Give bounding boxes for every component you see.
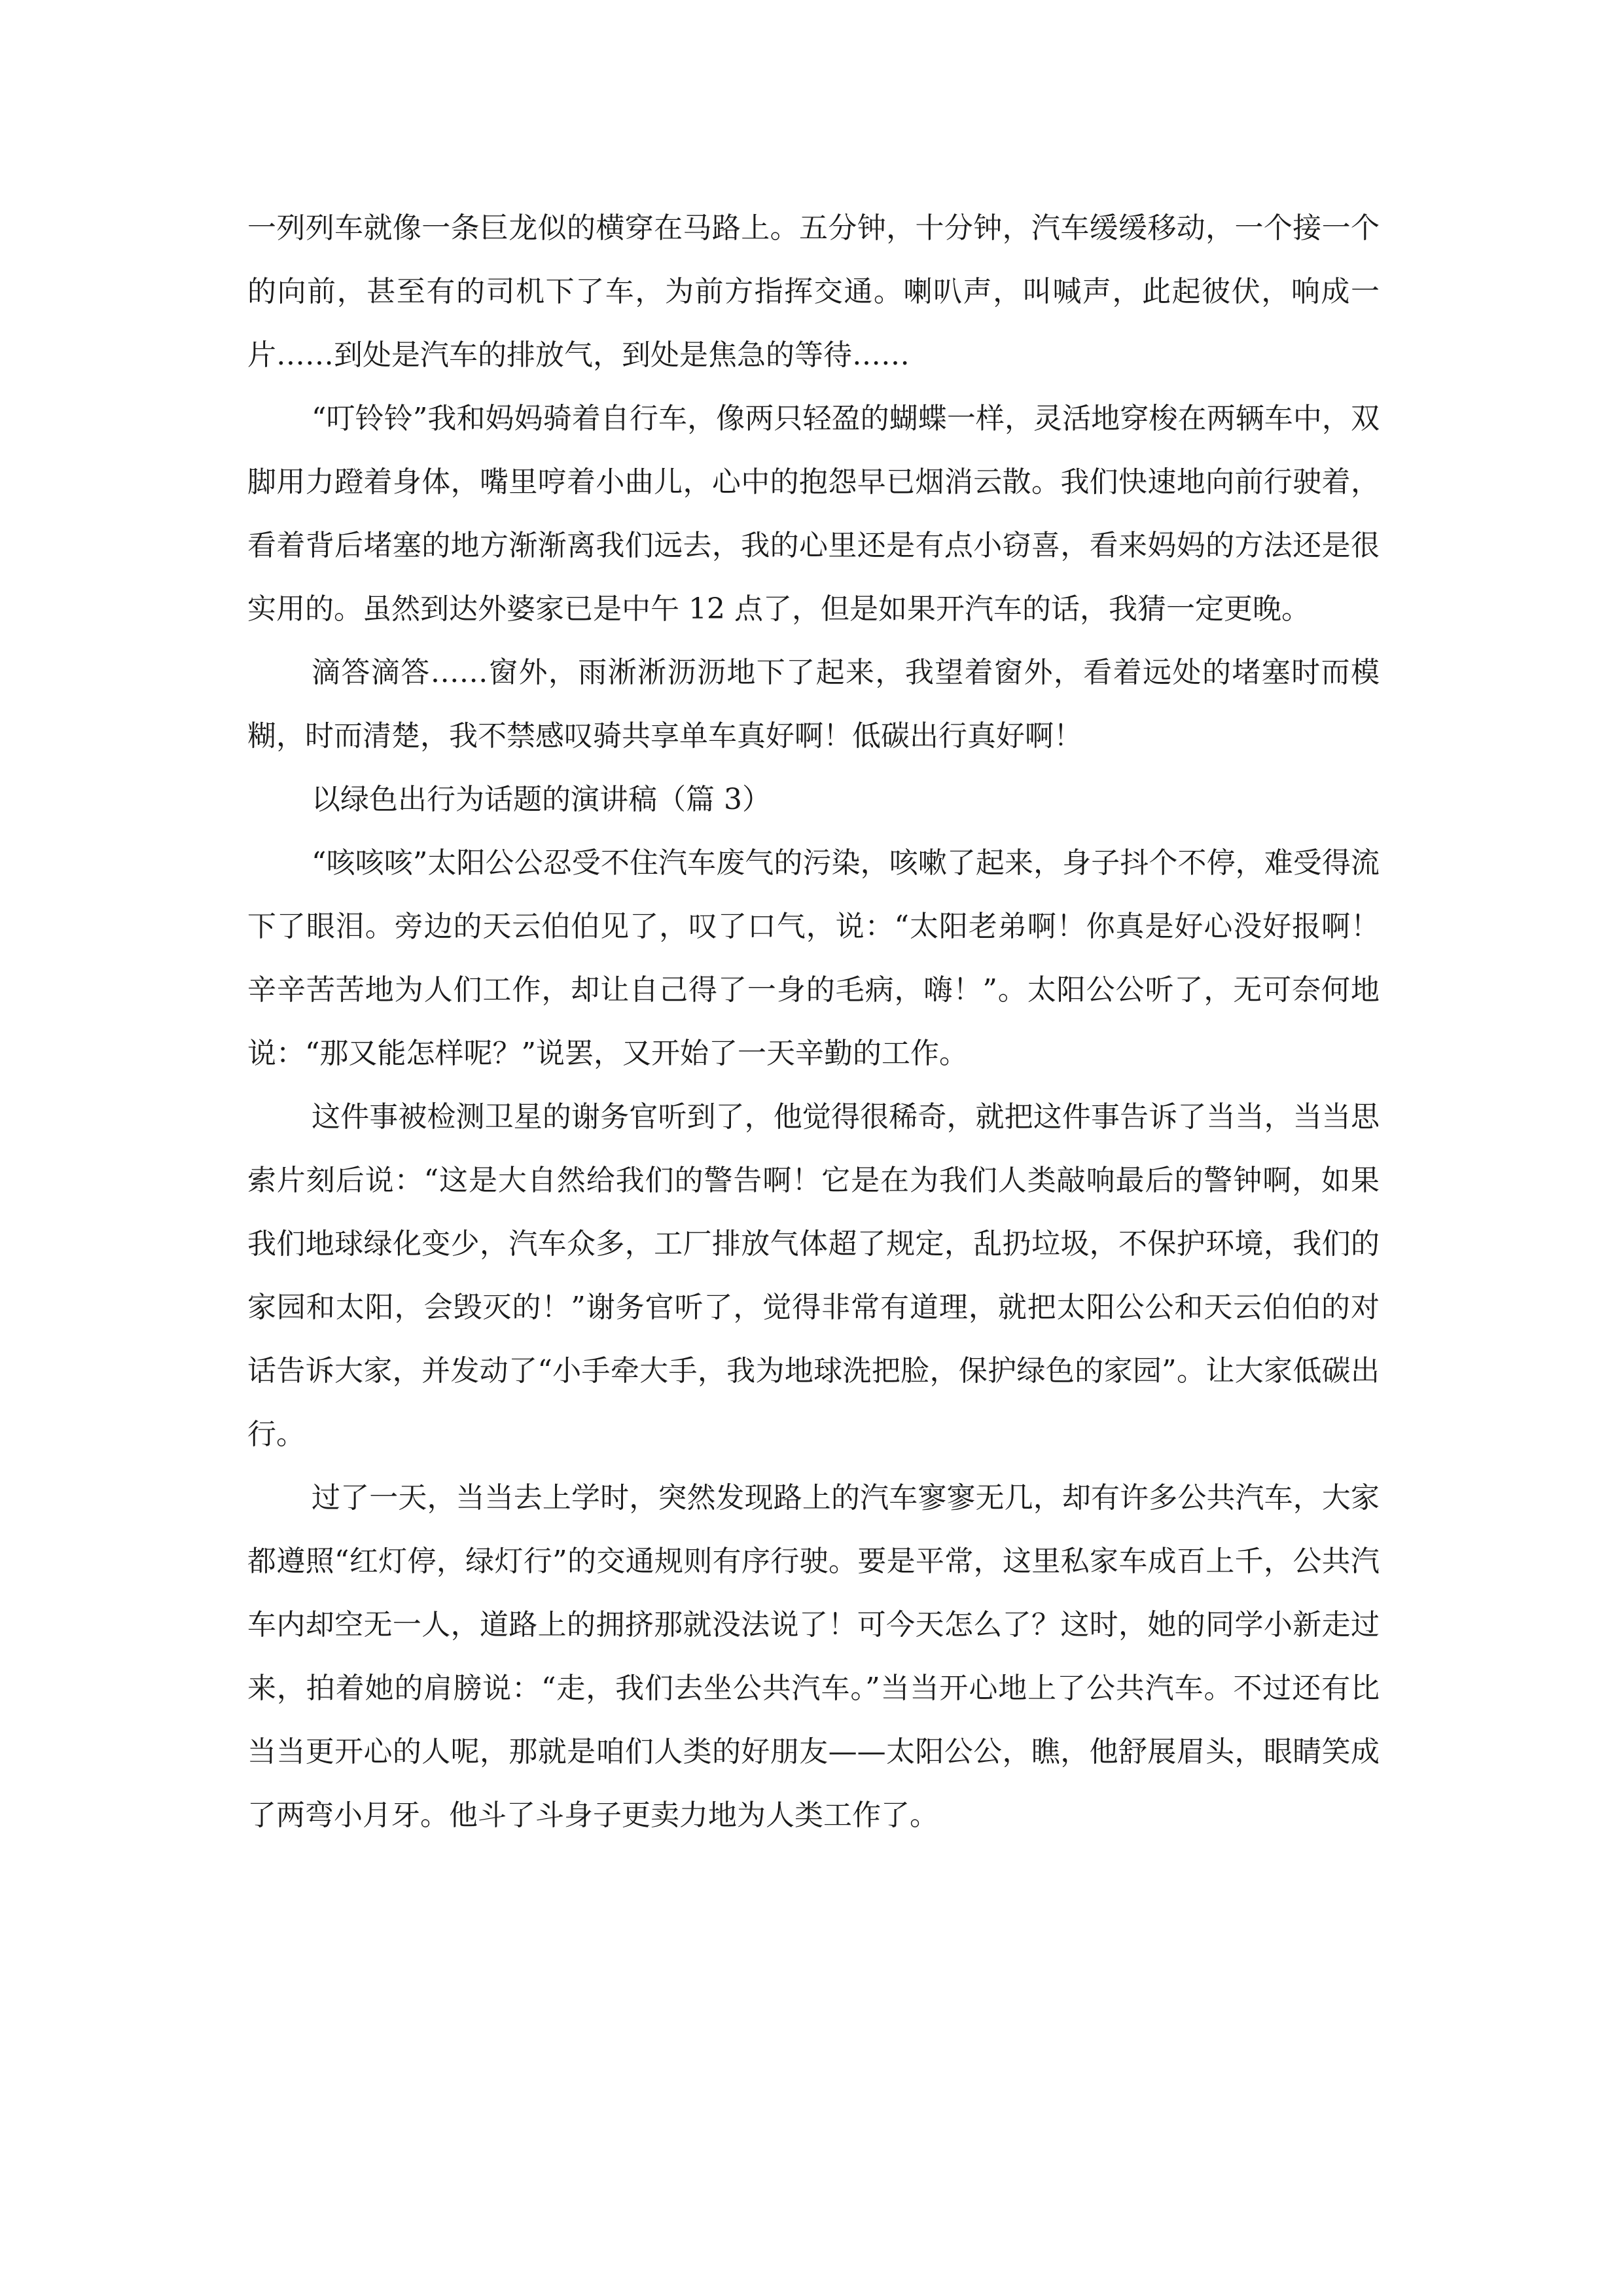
paragraph-bicycle-ride: “叮铃铃”我和妈妈骑着自行车，像两只轻盈的蝴蝶一样，灵活地穿梭在两辆车中，双脚用力蹬着身体，嘴里哼着小曲儿，心中的抱怨早已烟消云散。我们快速地向前行驶着，看着背后堵塞的地方渐渐离我们远去，我的心里还是有点小窃喜，看来妈妈的方法还是很实用的。虽然到达外婆家已是中午 12 点了，但是如果开汽车的话，我猜一定更晚。	[247, 402, 1380, 626]
section-heading: 以绿色出行为话题的演讲稿（篇 3）	[312, 783, 771, 816]
paragraph-satellite-warning: 这件事被检测卫星的谢务官听到了，他觉得很稀奇，就把这件事告诉了当当，当当思索片刻后说：“这是大自然给我们的警告啊！它是在为我们人类敲响最后的警钟啊，如果我们地球绿化变少，汽车众多，工厂排放气体超了规定，乱扔垃圾，不保护环境，我们的家园和太阳，会毁灭的！”谢务官听了，觉得非常有道理，就把太阳公公和天云伯伯的对话告诉大家，并发动了“小手牵大手，我为地球洗把脸，保护绿色的家园”。让大家低碳出行。	[247, 1100, 1380, 1451]
paragraph-sun-cough: “咳咳咳”太阳公公忍受不住汽车废气的污染，咳嗽了起来，身子抖个不停，难受得流下了眼泪。旁边的天云伯伯见了，叹了口气，说：“太阳老弟啊！你真是好心没好报啊！辛辛苦苦地为人们工作，却让自己得了一身的毛病，嗨！”。太阳公公听了，无可奈何地说：“那又能怎样呢？”说罢，又开始了一天辛勤的工作。	[247, 846, 1380, 1070]
document-body	[247, 196, 1380, 1847]
paragraph-public-bus: 过了一天，当当去上学时，突然发现路上的汽车寥寥无几，却有许多公共汽车，大家都遵照“红灯停，绿灯行”的交通规则有序行驶。要是平常，这里私家车成百上千，公共汽车内却空无一人，道路上的拥挤那就没法说了！可今天怎么了？这时，她的同学小新走过来，拍着她的肩膀说：“走，我们去坐公共汽车。”当当开心地上了公共汽车。不过还有比当当更开心的人呢，那就是咱们人类的好朋友——太阳公公，瞧，他舒展眉头，眼睛笑成了两弯小月牙。他斗了斗身子更卖力地为人类工作了。	[247, 1481, 1380, 1832]
paragraph-rain: 滴答滴答……窗外，雨淅淅沥沥地下了起来，我望着窗外，看着远处的堵塞时而模糊，时而清楚，我不禁感叹骑共享单车真好啊！低碳出行真好啊！	[247, 656, 1380, 753]
paragraph-traffic-jam: 一列列车就像一条巨龙似的横穿在马路上。五分钟，十分钟，汽车缓缓移动，一个接一个的向前，甚至有的司机下了车，为前方指挥交通。喇叭声，叫喊声，此起彼伏，响成一片……到处是汽车的排放气，到处是焦急的等待……	[247, 211, 1380, 372]
